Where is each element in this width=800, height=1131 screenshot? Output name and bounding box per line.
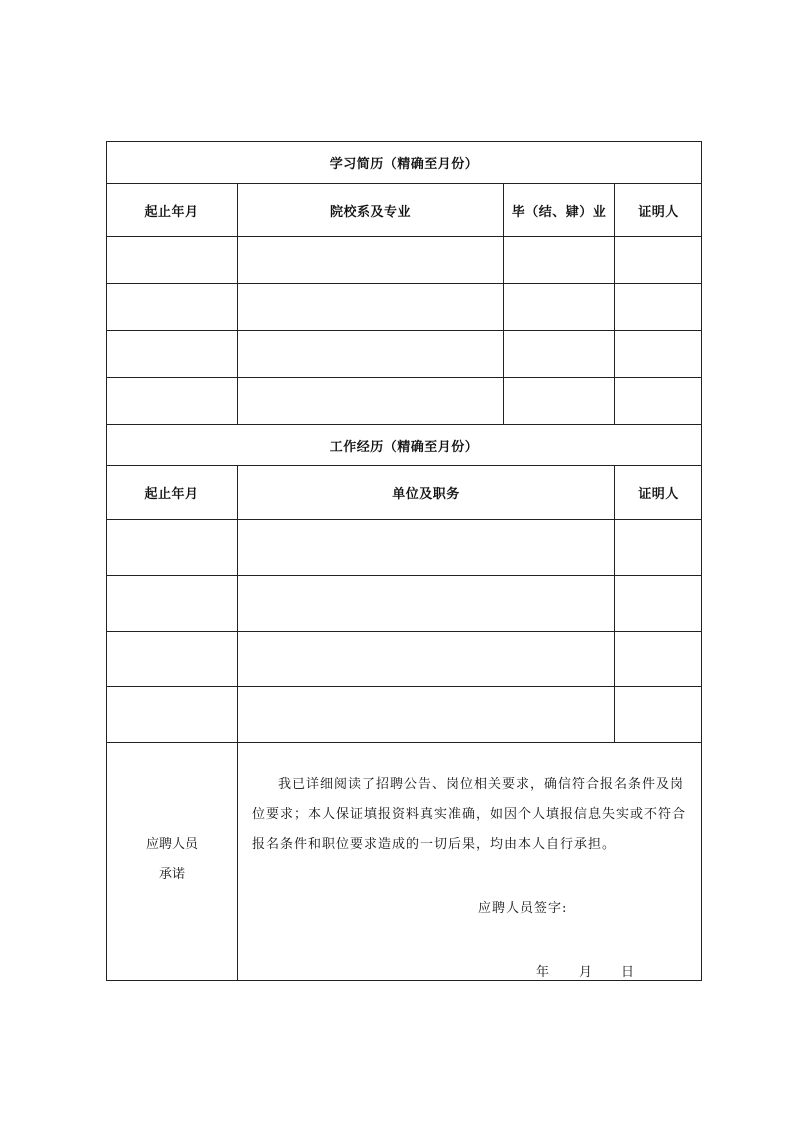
row-divider xyxy=(106,377,702,378)
pledge-text: 我已详细阅读了招聘公告、岗位相关要求，确信符合报名条件及岗位要求；本人保证填报资料真实准确，如因个人填报信息失实或不符合报名条件和职位要求造成的一切后果，均由本人自行承担。 xyxy=(252,777,687,852)
work-section-title: 工作经历（精确至月份） xyxy=(329,439,479,455)
pledge-label-line2: 承诺 xyxy=(158,867,185,882)
row-divider xyxy=(106,236,702,237)
edu-header-school-major: 院校系及专业 xyxy=(329,204,411,220)
work-header-employer-position: 单位及职务 xyxy=(392,487,460,502)
row-divider xyxy=(106,519,702,520)
row-divider xyxy=(106,742,702,743)
pledge-label-line1: 应聘人员 xyxy=(145,837,198,852)
row-divider xyxy=(106,575,702,576)
signature-label: 应聘人员签字: xyxy=(478,901,568,916)
row-divider xyxy=(106,631,702,632)
row-divider xyxy=(106,330,702,331)
col-divider xyxy=(237,742,238,981)
work-header-reference: 证明人 xyxy=(638,487,679,502)
edu-header-period: 起止年月 xyxy=(144,204,199,220)
edu-header-reference: 证明人 xyxy=(638,204,679,220)
pledge-label xyxy=(108,830,236,890)
edu-header-graduation-status: 毕（结、肄）业 xyxy=(511,204,607,220)
date-year: 年 xyxy=(536,965,550,980)
row-divider xyxy=(106,283,702,284)
date-month: 月 xyxy=(579,965,593,980)
row-divider xyxy=(106,686,702,687)
date-day: 日 xyxy=(621,965,635,980)
work-header-period: 起止年月 xyxy=(144,487,199,502)
education-section-title: 学习简历（精确至月份） xyxy=(329,157,479,172)
